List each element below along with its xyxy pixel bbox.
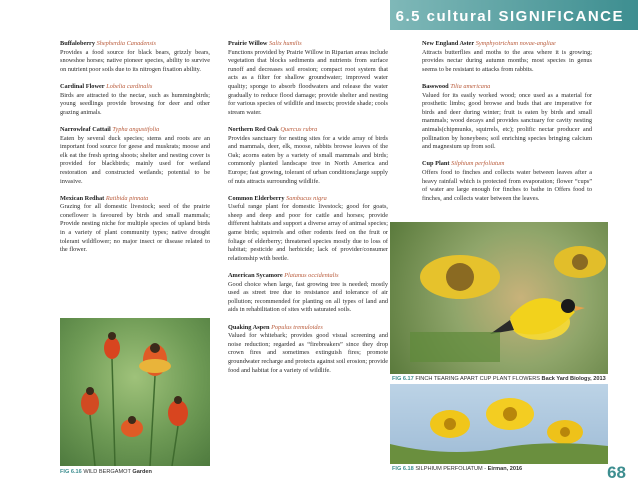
- silphium-photo: [390, 384, 608, 464]
- plant-entry: [228, 126, 388, 186]
- figure-number: FIG 6.18: [392, 466, 414, 472]
- wild-bergamot-photo: [60, 318, 210, 466]
- plant-entry: [228, 195, 388, 264]
- header-bar: [0, 0, 638, 32]
- plant-name: Buffaloberry: [60, 40, 95, 47]
- plant-name: Cup Plant: [422, 160, 450, 168]
- plant-description: Provides sanctuary for nesting sites for a wide array of birds and mammals, deer, elk, moose, rabbits browse leaves of the Oak; acorns eaten by a variety of small mammals and birds; commonly planted landscape tree in North America and Europe; fast growing, tolerant of urban conditions;large supply of nuts attracts surrounding wildlife.: [228, 134, 388, 185]
- scientific-name: Quercus rubra: [280, 125, 318, 133]
- plant-description: Offers food to finches and collects water between leaves after a heavy rainfall which is protected from evaporation; flower “cups” of water are large enough for finches to bathe in Offers food to finches, and collects water between the leaves.: [422, 168, 592, 202]
- plant-name: Prairie Willow: [228, 40, 268, 47]
- text-column-3: [422, 40, 592, 212]
- plant-name: New England Aster: [422, 40, 475, 47]
- scientific-name: Typha angustifolia: [112, 125, 160, 133]
- plant-name: Quaking Aspen: [228, 323, 270, 331]
- plant-description: Functions provided by Prairie Willow in Riparian areas include vegetation that blocks sediments and nutrients from surface runoff and decreases soil erosion; compact root system that acts as a filter for shallow groundwater; improved water quality; sponge to absorb floodwaters and release the water gradually to reduce flood damage; provide shelter and nesting for various species of wildlife and insects; provide shade; cools stream water.: [228, 48, 388, 116]
- plant-entry: [422, 83, 592, 152]
- caption-credit: Eirman, 2016: [487, 466, 523, 472]
- finch-cup-plant-photo: [390, 222, 608, 374]
- plant-entry: [228, 272, 388, 315]
- plant-entry: [60, 83, 210, 117]
- scientific-name: Sambucus nigra: [286, 194, 327, 202]
- plant-description: Attracts butterflies and moths to the area where it is growing; provides nectar during autumn months; most species in genus seems to be resistant to attacks from rabbits.: [422, 48, 592, 73]
- plant-entry: [60, 195, 210, 255]
- plant-description: Valued for whitebark; provides good visual screening and noise reduction; regarded as “firebreakers” since they drop crown fires and sometimes extinguish fires; promote groundwater recharge and protects against soil erosion; provide food and habitat for a variety of wildlife.: [228, 332, 388, 374]
- plant-entry: [60, 40, 210, 74]
- plant-name: Common Elderberry: [228, 194, 285, 202]
- scientific-name: Symphyotrichum novae-angliae: [475, 40, 556, 47]
- plant-entry: [60, 126, 210, 186]
- plant-name: Narrowleaf Cattail: [60, 125, 111, 133]
- flower-group: [81, 332, 188, 437]
- plant-entry: [422, 160, 592, 203]
- scientific-name: Lobelia cardinalis: [106, 82, 153, 90]
- plant-description: Valued for its easily worked wood; once used as a material for prosthetic limbs; good browse and buds that are imperative for birds and deer during winter; fruit is eaten by birds and small mammals; wood decays and provides sanctuary for cavity nesting animals(chipmunks, squirrels, etc); prolific nectar producer and pollination by honeybees; soil enriching species bringing calcium and magnesium up from soil.: [422, 91, 592, 151]
- scientific-name: Tilia americana: [450, 82, 491, 90]
- plant-name: Cardinal Flower: [60, 82, 105, 90]
- caption-wild-bergamot: [60, 469, 152, 475]
- plant-entry: [228, 324, 388, 376]
- plant-description: Eaten by several duck species; stems and roots are an important food source for geese and muskrats; moose and elk eat the fresh spring shoots; shelter and nesting cover is provided for blackbirds; mainly used for wetland restoration and constructed wetlands; potential to be invasive.: [60, 134, 210, 185]
- plant-name: Basswood: [422, 82, 449, 90]
- scientific-name: Silphium perfoliatum: [451, 160, 505, 168]
- figure-number: FIG 6.16: [60, 469, 82, 475]
- caption-text: FINCH TEARING APART CUP PLANT FLOWERS: [415, 376, 540, 382]
- figure-number: FIG 6.17: [392, 376, 414, 382]
- scientific-name: Platanus occidentalis: [284, 272, 339, 280]
- caption-text: SILPHIUM PERFOLIATUM -: [415, 466, 487, 472]
- plant-description: Good choice when large, fast growing tree is needed; mostly used as street tree due to resistance and tolerance of air pollution; recommended for planting on all types of land and aids in rehabilitation of sites with saturated soils.: [228, 280, 388, 314]
- text-column-1: [60, 40, 210, 263]
- plant-description: Grazing for all domestic livestock; seed of the prairie coneflower is favoured by birds and small mammals; Provide nesting niche for multiple species of upland birds in a variety of plant community types; native drought tolerant wildflower; no major insect or disease related to the flower.: [60, 203, 210, 254]
- caption-silphium: [392, 466, 522, 472]
- scientific-name: Ratibida pinnata: [105, 194, 149, 202]
- caption-credit: Garden: [132, 469, 152, 475]
- plant-entry: [422, 40, 592, 74]
- section-title: 6.5 cultural SIGNIFICANCE: [395, 8, 624, 25]
- scientific-name: Populus tremuloides: [271, 323, 323, 331]
- plant-name: Mexican Redhat: [60, 194, 105, 202]
- scientific-name: Shepherdia Canadensis: [96, 40, 156, 47]
- plant-description: Provides a food source for black bears, grizzly bears, snowshoe horses; native pioneer species, ability to survive on nutrient poor soils due to its nitrogen fixation ability.: [60, 48, 210, 73]
- plant-description: Birds are attracted to the nectar, such as hummingbirds; young seedlings provide browsing for deer and other grazing animals.: [60, 91, 210, 116]
- text-column-2: [228, 40, 388, 384]
- plant-entry: [228, 40, 388, 117]
- plant-name: Northern Red Oak: [228, 125, 279, 133]
- plant-name: American Sycamore: [228, 272, 283, 280]
- page-number: 68: [607, 463, 626, 482]
- caption-credit: Back Yard Biology, 2013: [541, 376, 606, 382]
- plant-description: Useful range plant for domestic livestock; good for goats, sheep and deep and poor for cattle and horses; provide different habitats and support a diverse array of animal species; game birds; squirrels and other rodents feed on the fruit or foliage of elderberry; threatened species mostly due to loss of habitat; pesticide and herbicide; lack of provider/consumer relationship with beetle.: [228, 203, 388, 262]
- caption-text: WILD BERGAMOT: [83, 469, 131, 475]
- caption-finch: [392, 376, 606, 382]
- scientific-name: Salix humilis: [269, 40, 302, 47]
